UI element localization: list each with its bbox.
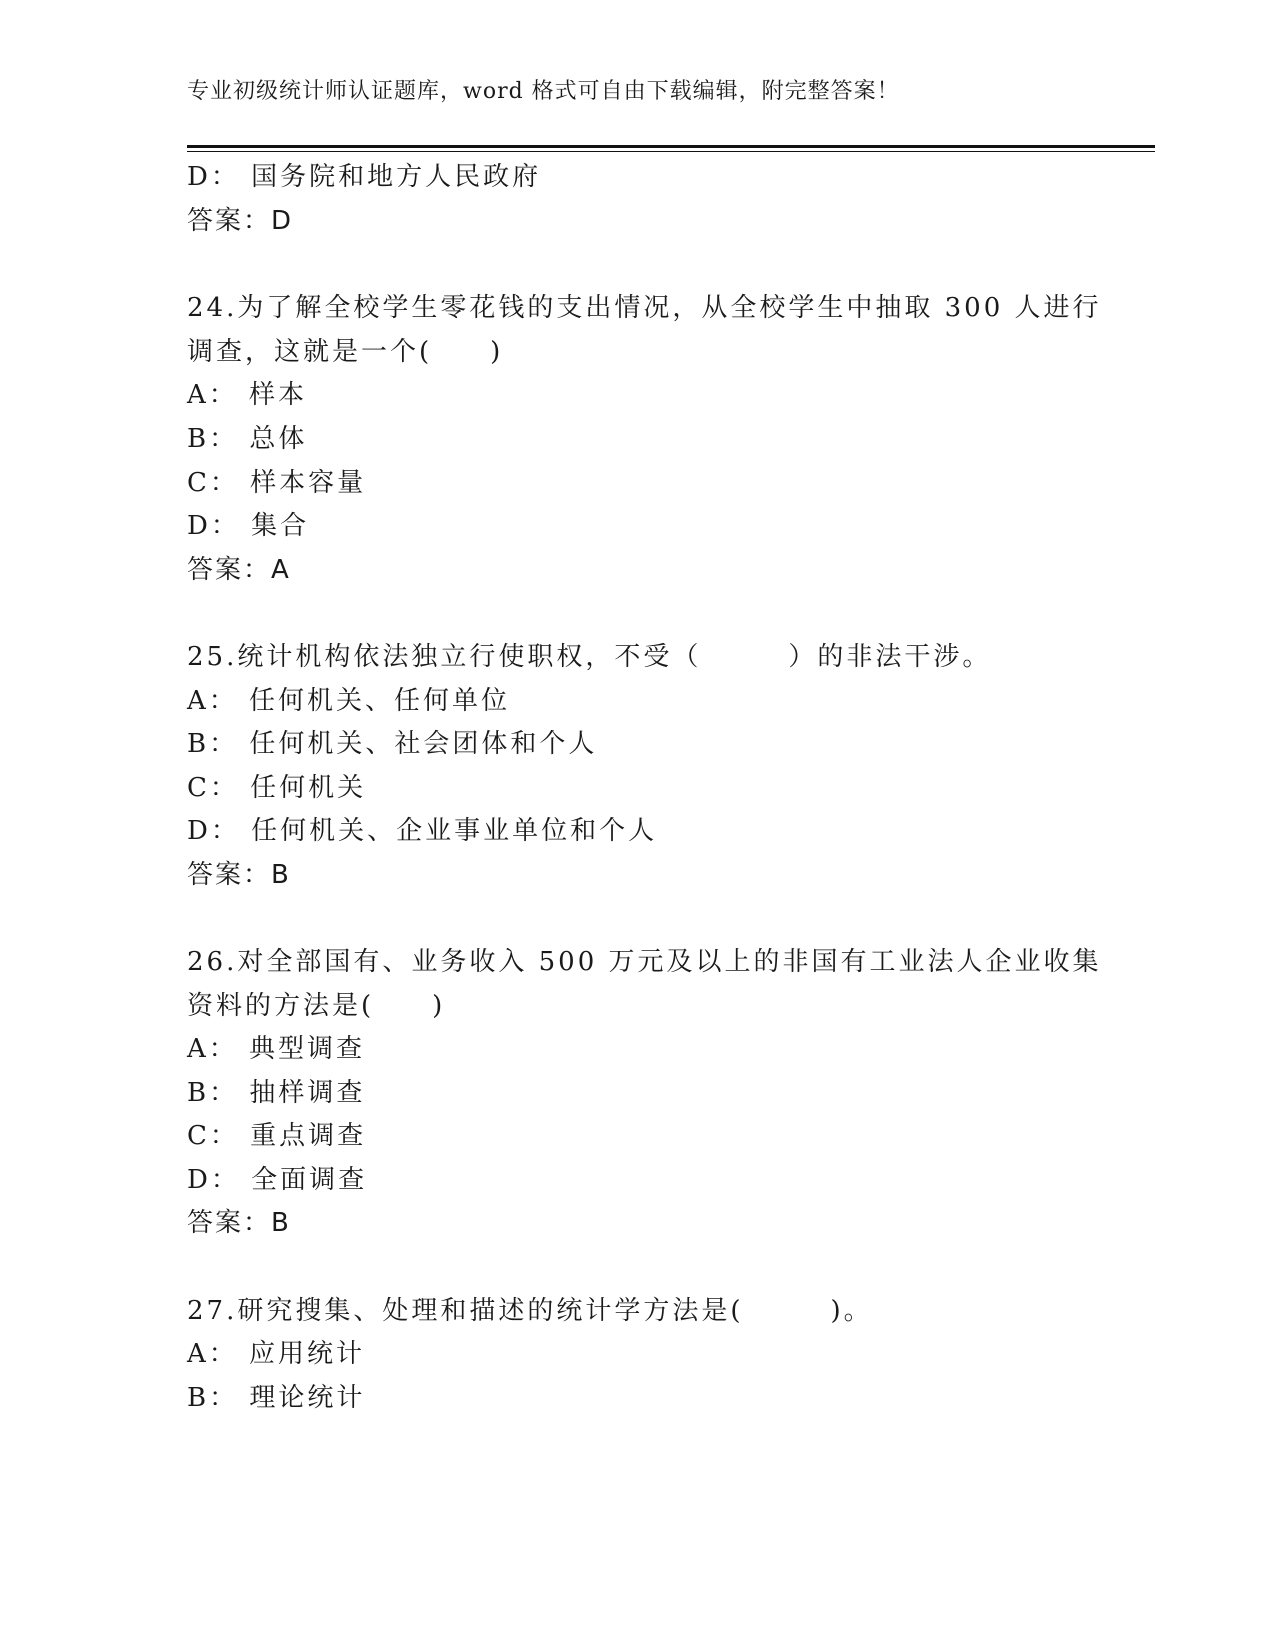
q24-stem-line-2: 调查，这就是一个( ) — [187, 337, 504, 367]
q24-answer: 答案：A — [187, 555, 291, 585]
q26-stem-line-1: 26.对全部国有、业务收入 500 万元及以上的非国有工业法人企业收集 — [187, 947, 1102, 977]
q24-option-a: A： 样本 — [187, 380, 308, 410]
q26-option-a: A： 典型调查 — [187, 1034, 366, 1064]
q26-option-c: C： 重点调查 — [187, 1121, 367, 1151]
q25-answer: 答案：B — [187, 860, 291, 890]
q25-option-d: D： 任何机关、企业事业单位和个人 — [187, 816, 658, 846]
q27-stem-line-1: 27.研究搜集、处理和描述的统计学方法是( )。 — [187, 1296, 873, 1326]
prev-option-d: D： 国务院和地方人民政府 — [187, 162, 542, 192]
q27-option-a: A： 应用统计 — [187, 1339, 366, 1369]
q25-option-b: B： 任何机关、社会团体和个人 — [187, 729, 598, 759]
q24-option-b: B： 总体 — [187, 424, 308, 454]
q25-option-c: C： 任何机关 — [187, 773, 367, 803]
q25-stem-line-1: 25.统计机构依法独立行使职权，不受（ ）的非法干涉。 — [187, 642, 992, 672]
q26-option-d: D： 全面调查 — [187, 1165, 368, 1195]
q26-stem-line-2: 资料的方法是( ) — [187, 991, 446, 1021]
q26-answer: 答案：B — [187, 1208, 291, 1238]
q24-option-c: C： 样本容量 — [187, 468, 367, 498]
header-rule-thick — [187, 145, 1155, 148]
q25-option-a: A： 任何机关、任何单位 — [187, 686, 511, 716]
q24-stem-line-1: 24.为了解全校学生零花钱的支出情况，从全校学生中抽取 300 人进行 — [187, 293, 1102, 323]
header-text: 专业初级统计师认证题库，word 格式可自由下载编辑，附完整答案！ — [187, 79, 900, 104]
prev-answer: 答案：D — [187, 206, 294, 236]
q26-option-b: B： 抽样调查 — [187, 1078, 366, 1108]
q24-option-d: D： 集合 — [187, 511, 310, 541]
q27-option-b: B： 理论统计 — [187, 1383, 366, 1413]
header-rule-thin — [187, 151, 1155, 152]
